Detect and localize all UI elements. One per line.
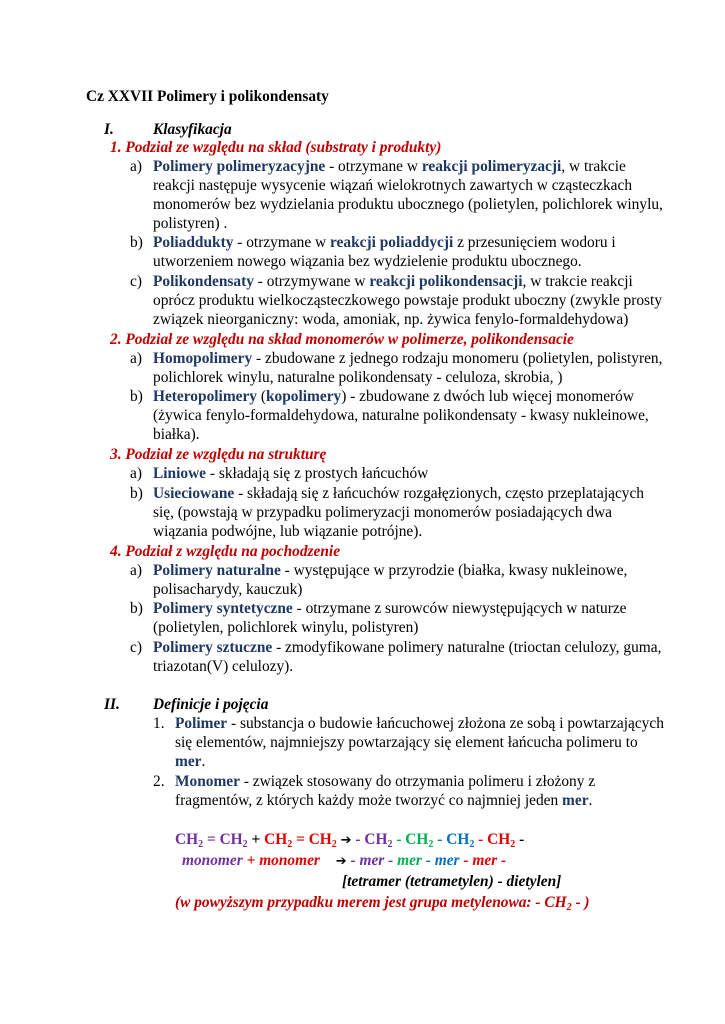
item-2a-text: - zbudowane z jednego rodzaju monomeru (polietylen, polistyren,	[252, 350, 663, 367]
label-mer-4: - mer -	[463, 852, 507, 869]
label-plus: +	[242, 852, 260, 869]
equation-line	[175, 830, 524, 850]
item-1b-text: - otrzymane w	[233, 234, 330, 251]
label-monomer-1: monomer	[182, 852, 243, 869]
term-reakcji-polikondensacji: reakcji polikondensacji	[369, 273, 523, 290]
term-liniowe: Liniowe	[153, 465, 207, 482]
arrow-icon: ➔	[340, 833, 352, 848]
marker-1a: a)	[130, 158, 142, 175]
term-reakcji-polimeryzacji: reakcji polimeryzacji	[421, 158, 562, 175]
def-2-text2: fragmentów, z których każdy może tworzyć co najmniej jeden	[175, 792, 563, 809]
term-mer: mer	[175, 753, 202, 770]
heading-1: 1. Podział ze względu na skład (substraty i produkty)	[110, 139, 442, 156]
eq-tail: -	[515, 831, 525, 848]
def-1-line3	[175, 752, 205, 771]
def-1-line1	[175, 714, 664, 733]
term-usieciowane: Usieciowane	[153, 485, 235, 502]
item-1a-text2: , w trakcie	[561, 158, 626, 175]
heading-2: 2. Podział ze względu na skład monomerów w polimerze, polikondensacie	[110, 331, 574, 348]
def-2-line2	[175, 791, 592, 810]
marker-4a: a)	[130, 562, 142, 579]
item-1a-line2: reakcji następuje wysycenie wiązań wielokrotnych zawartych w cząsteczkach	[153, 177, 633, 194]
item-2a-line2: polichlorek winylu, naturalne polikondensaty - celuloza, skrobia, )	[153, 369, 563, 386]
eq-chain-4: - $CH_2$	[474, 831, 516, 850]
item-4a-line1	[153, 561, 627, 580]
item-1c-line3: związek nieorganiczny: woda, amoniak, np. żywica fenylo-formaldehydowa)	[153, 311, 629, 328]
eq-plus: +	[247, 831, 265, 848]
item-4c-line1	[153, 638, 661, 657]
arrow-icon-2: ➔	[335, 854, 347, 869]
term-kopolimery: kopolimery	[265, 388, 342, 405]
item-1a-line1	[153, 157, 626, 176]
eq-chain-3: - $CH_2$	[433, 831, 475, 850]
item-2b-line2: (żywica fenylo-formaldehydowa, naturalne polikondensaty - kwasy nukleinowe,	[153, 407, 649, 424]
term-heteropolimery: Heteropolimery	[153, 388, 257, 405]
item-3b-line3: wiązania podwójne, lub wiązanie potrójne).	[153, 523, 423, 540]
term-reakcji-poliaddycji: reakcji poliaddycji	[330, 234, 454, 251]
item-4c-text: - zmodyfikowane polimery naturalne (trioctan celulozy, guma,	[272, 639, 662, 656]
item-4a-line2: polisacharydy, kauczuk)	[153, 581, 303, 598]
term-polimery-polimeryzacyjne: Polimery polimeryzacyjne	[153, 158, 326, 175]
item-4a-text: - występujące w przyrodzie (białka, kwasy nukleinowe,	[280, 562, 628, 579]
marker-3b: b)	[130, 485, 143, 502]
section-2-number: II.	[104, 696, 120, 713]
item-3b-text: - składają się z łańcuchów rozgałęzionych, często przeplatających	[234, 485, 645, 502]
item-2a-line1	[153, 349, 662, 368]
eq-ch2-a: $CH_2 = CH_2$	[175, 831, 248, 850]
item-1c-text2: , w trakcie reakcji	[522, 273, 633, 290]
item-1b-line2: utworzeniem nowego wiązania bez wydzielenie produktu ubocznego.	[153, 253, 582, 270]
tetramer-label: [tetramer (tetrametylen) - dietylen]	[342, 873, 562, 890]
term-poliaddukty: Poliaddukty	[153, 234, 234, 251]
item-1c-line1	[153, 272, 633, 291]
item-3b-line2: się, (powstają w przypadku polimeryzacji monomerów posiadających dwa	[153, 504, 613, 521]
label-mer-3: - mer	[425, 852, 464, 869]
marker-3a: a)	[130, 465, 142, 482]
heading-3: 3. Podział ze względu na strukturę	[110, 446, 327, 463]
label-mer-1: - mer -	[346, 852, 394, 869]
heading-4: 4. Podział z względu na pochodzenie	[110, 543, 341, 560]
item-1b-text2: z przesunięciem wodoru i	[453, 234, 616, 251]
item-3a-line1	[153, 464, 428, 483]
section-1-number: I.	[104, 121, 114, 138]
item-2b-line1	[153, 387, 634, 406]
item-2b-text: ) - zbudowane z dwóch lub więcej monomerów	[341, 388, 634, 405]
item-4b-line1	[153, 599, 627, 618]
item-2b-line3: białka).	[153, 426, 200, 443]
marker-4b: b)	[130, 600, 143, 617]
label-mer-2: mer	[393, 852, 426, 869]
marker-def-1: 1.	[153, 715, 165, 732]
eq-chain-1: - $CH_2$	[351, 831, 393, 850]
term-homopolimery: Homopolimery	[153, 350, 253, 367]
item-2b-paren: (	[257, 388, 266, 405]
marker-2b: b)	[130, 388, 143, 405]
term-polimery-naturalne: Polimery naturalne	[153, 562, 281, 579]
item-3a-text: - składają się z prostych łańcuchów	[206, 465, 429, 482]
item-1a-line4: polistyren) .	[153, 215, 228, 232]
methylene-note: (w powyższym przypadku merem jest grupa metylenowa: - $CH_2$ - )	[175, 894, 590, 913]
item-3b-line1	[153, 484, 644, 503]
eq-ch2-b: $CH_2 = CH_2$	[264, 831, 337, 850]
item-4c-line2: triazotan(V) celulozy).	[153, 658, 294, 675]
item-1c-line2: oprócz produktu wielkocząsteczkowego powstaje produkt uboczny (zwykle prosty	[153, 292, 663, 309]
term-polimery-sztuczne: Polimery sztuczne	[153, 639, 273, 656]
item-1a-text: - otrzymane w	[325, 158, 422, 175]
def-2-line1	[175, 772, 595, 791]
term-polikondensaty: Polikondensaty	[153, 273, 254, 290]
section-2-title: Definicje i pojęcia	[153, 696, 269, 713]
eq-chain-2: - $CH_2$	[392, 831, 434, 850]
def-1-line2: się elementów, najmniejszy powtarzający się element łańcucha polimeru to	[175, 734, 638, 751]
term-mer-2: mer	[562, 792, 589, 809]
marker-def-2: 2.	[153, 773, 165, 790]
marker-2a: a)	[130, 350, 142, 367]
marker-1b: b)	[130, 234, 143, 251]
monomer-line	[182, 851, 506, 871]
def-2-text: - związek stosowany do otrzymania polimeru i złożony z	[239, 773, 596, 790]
def-1-period: .	[201, 753, 206, 770]
marker-4c: c)	[130, 639, 142, 656]
document-title: Cz XXVII Polimery i polikondensaty	[86, 88, 329, 105]
item-4b-text: - otrzymane z surowców niewystępujących w naturze	[292, 600, 627, 617]
item-1a-line3: monomerów bez wydzielania produktu ubocznego (polietylen, polichlorek winylu,	[153, 196, 663, 213]
marker-1c: c)	[130, 273, 142, 290]
def-2-period: .	[588, 792, 593, 809]
def-1-text: - substancja o budowie łańcuchowej złożona ze sobą i powtarzających	[227, 715, 664, 732]
term-monomer: Monomer	[175, 773, 240, 790]
term-polimery-syntetyczne: Polimery syntetyczne	[153, 600, 293, 617]
term-polimer: Polimer	[175, 715, 228, 732]
label-monomer-2: monomer	[259, 852, 320, 869]
section-1-title: Klasyfikacja	[153, 121, 232, 138]
item-4b-line2: (polietylen, polichlorek winylu, polistyren)	[153, 619, 419, 636]
item-1c-text: - otrzymywane w	[253, 273, 370, 290]
item-1b-line1	[153, 233, 616, 252]
